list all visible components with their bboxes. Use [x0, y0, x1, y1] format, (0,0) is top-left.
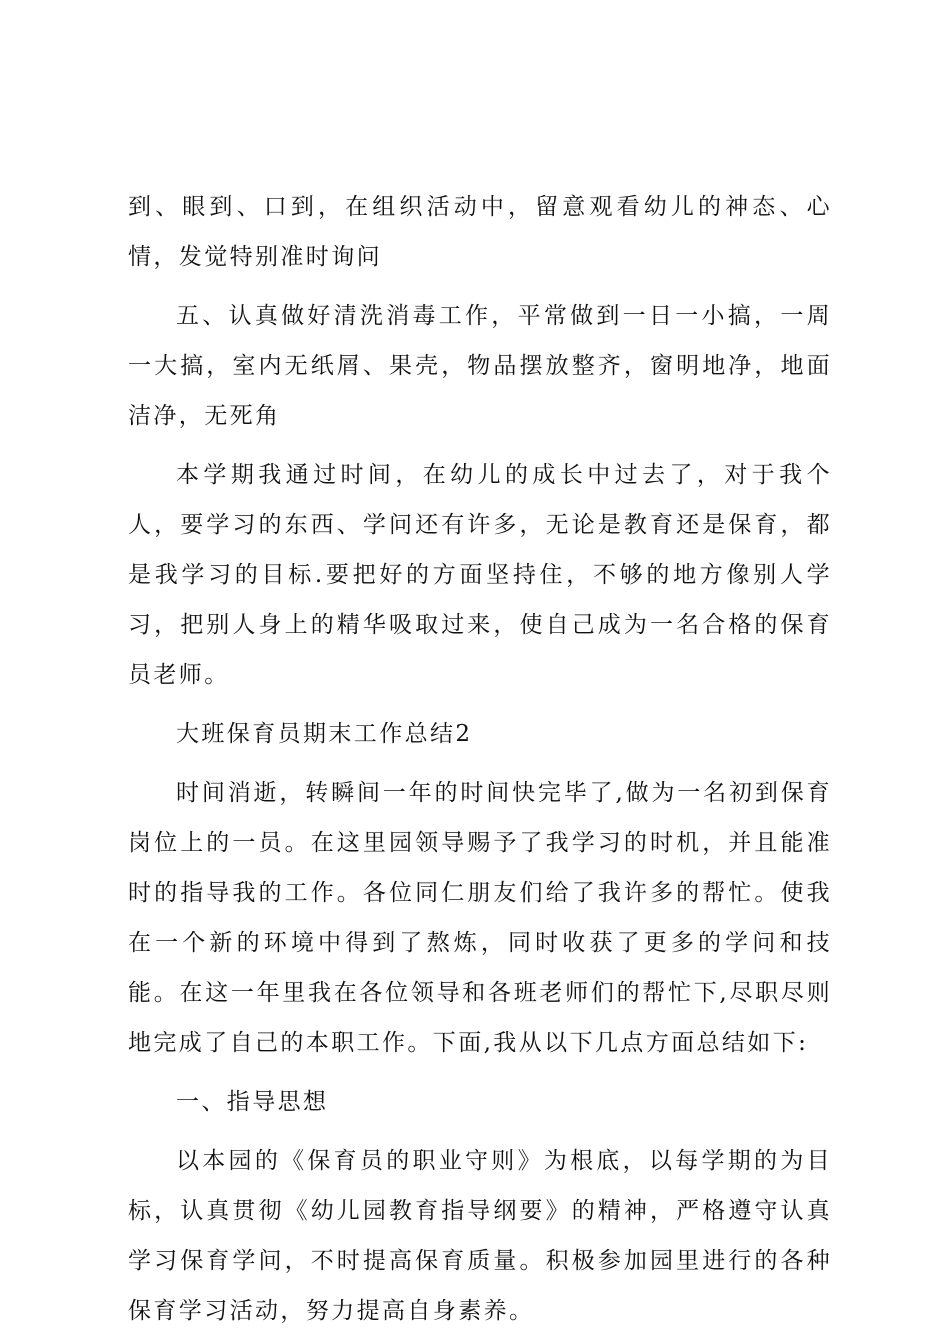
section-heading: 大班保育员期末工作总结2 — [176, 721, 473, 747]
subheading-guiding-thought: 一、指导思想 — [176, 1089, 329, 1115]
paragraph-1: 到、眼到、口到，在组织活动中，留意观看幼儿的神态、心情，发觉特别准时询问 — [128, 194, 832, 270]
paragraph-4: 时间消逝，转瞬间一年的时间快完毕了,做为一名初到保育岗位上的一员。在这里园领导赐予了我学习的时机，并且能准时的指导我的工作。各位同仁朋友们给了我许多的帮忙。使我在一个新的环境中得到了熬炼，同时收获了更多的学问和技能。在这一年里我在各位领导和各班老师们的帮忙下,尽职尽则地完成了自己的本职工作。下面,我从以下几点方面总结如下: — [128, 780, 832, 1056]
paragraph-5: 以本园的《保育员的职业守则》为根底，以每学期的为目标，认真贯彻《幼儿园教育指导纲要》的精神，严格遵守认真学习保育学问，不时提高保育质量。积极参加园里进行的各种保育学习活动，努力提高自身素养。 — [128, 1148, 832, 1324]
paragraph-2: 五、认真做好清洗消毒工作，平常做到一日一小搞，一周一大搞，室内无纸屑、果壳，物品摆放整齐，窗明地净，地面洁净，无死角 — [128, 303, 832, 429]
document-body — [128, 182, 832, 1336]
paragraph-3: 本学期我通过时间，在幼儿的成长中过去了，对于我个人，要学习的东西、学问还有许多，无论是教育还是保育，都是我学习的目标.要把好的方面坚持住，不够的地方像别人学习，把别人身上的精华吸取过来，使自己成为一名合格的保育员老师。 — [128, 462, 832, 688]
